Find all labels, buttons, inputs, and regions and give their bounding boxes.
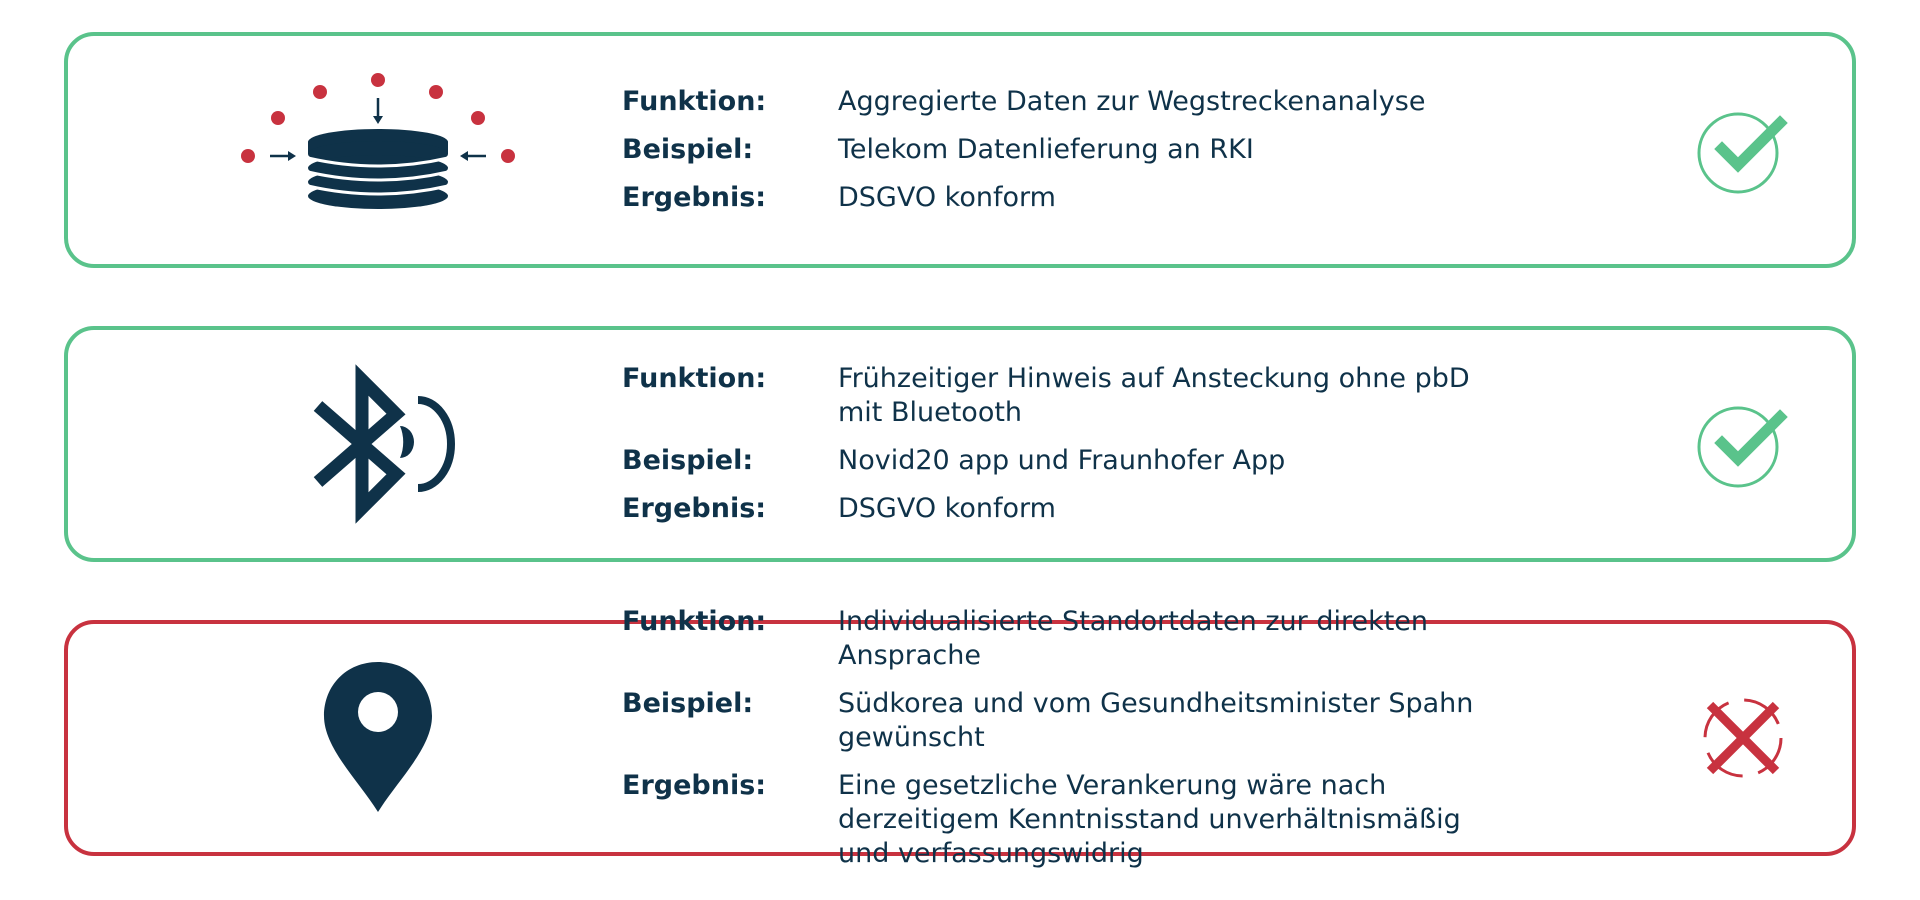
row-value: Frühzeitiger Hinweis auf Ansteckung ohne pbD mit Bluetooth: [838, 363, 1470, 428]
row-label: Beispiel:: [622, 445, 754, 476]
card-details: [622, 330, 1482, 558]
row-value: Eine gesetzliche Verankerung wäre nach derzeitigem Kenntnisstand unverhältnismäßig und verfassungswidrig: [838, 770, 1461, 869]
row-label: Ergebnis:: [622, 770, 767, 801]
row-label: Beispiel:: [622, 688, 754, 719]
card-details: [622, 36, 1482, 264]
cross-icon: [1696, 691, 1790, 785]
row-funktion: [622, 85, 1482, 119]
row-label: Ergebnis:: [622, 182, 767, 213]
row-label: Funktion:: [622, 86, 767, 117]
row-beispiel: [622, 133, 1482, 167]
row-ergebnis: [622, 769, 1482, 871]
row-label: Ergebnis:: [622, 493, 767, 524]
row-funktion: [622, 362, 1482, 430]
database-aggregation-icon: [168, 36, 588, 264]
card-aggregated-data: [64, 32, 1856, 268]
row-value: Individualisierte Standortdaten zur direkten Ansprache: [838, 606, 1429, 671]
row-funktion: [622, 605, 1482, 673]
row-label: Beispiel:: [622, 134, 754, 165]
row-value: DSGVO konform: [838, 493, 1056, 524]
card-bluetooth: [64, 326, 1856, 562]
row-beispiel: [622, 687, 1482, 755]
row-value: DSGVO konform: [838, 182, 1056, 213]
row-beispiel: [622, 444, 1482, 478]
row-value: Novid20 app und Fraunhofer App: [838, 445, 1286, 476]
row-label: Funktion:: [622, 606, 767, 637]
check-icon: [1696, 397, 1790, 491]
row-label: Funktion:: [622, 363, 767, 394]
card-details: [622, 606, 1482, 869]
location-pin-icon: [168, 624, 588, 852]
row-ergebnis: [622, 181, 1482, 215]
row-value: Aggregierte Daten zur Wegstreckenanalyse: [838, 86, 1426, 117]
card-location-data: [64, 606, 1856, 869]
row-value: Telekom Datenlieferung an RKI: [838, 134, 1254, 165]
check-icon: [1696, 103, 1790, 197]
row-ergebnis: [622, 492, 1482, 526]
bluetooth-icon: [168, 330, 588, 558]
row-value: Südkorea und vom Gesundheitsminister Spahn gewünscht: [838, 688, 1474, 753]
